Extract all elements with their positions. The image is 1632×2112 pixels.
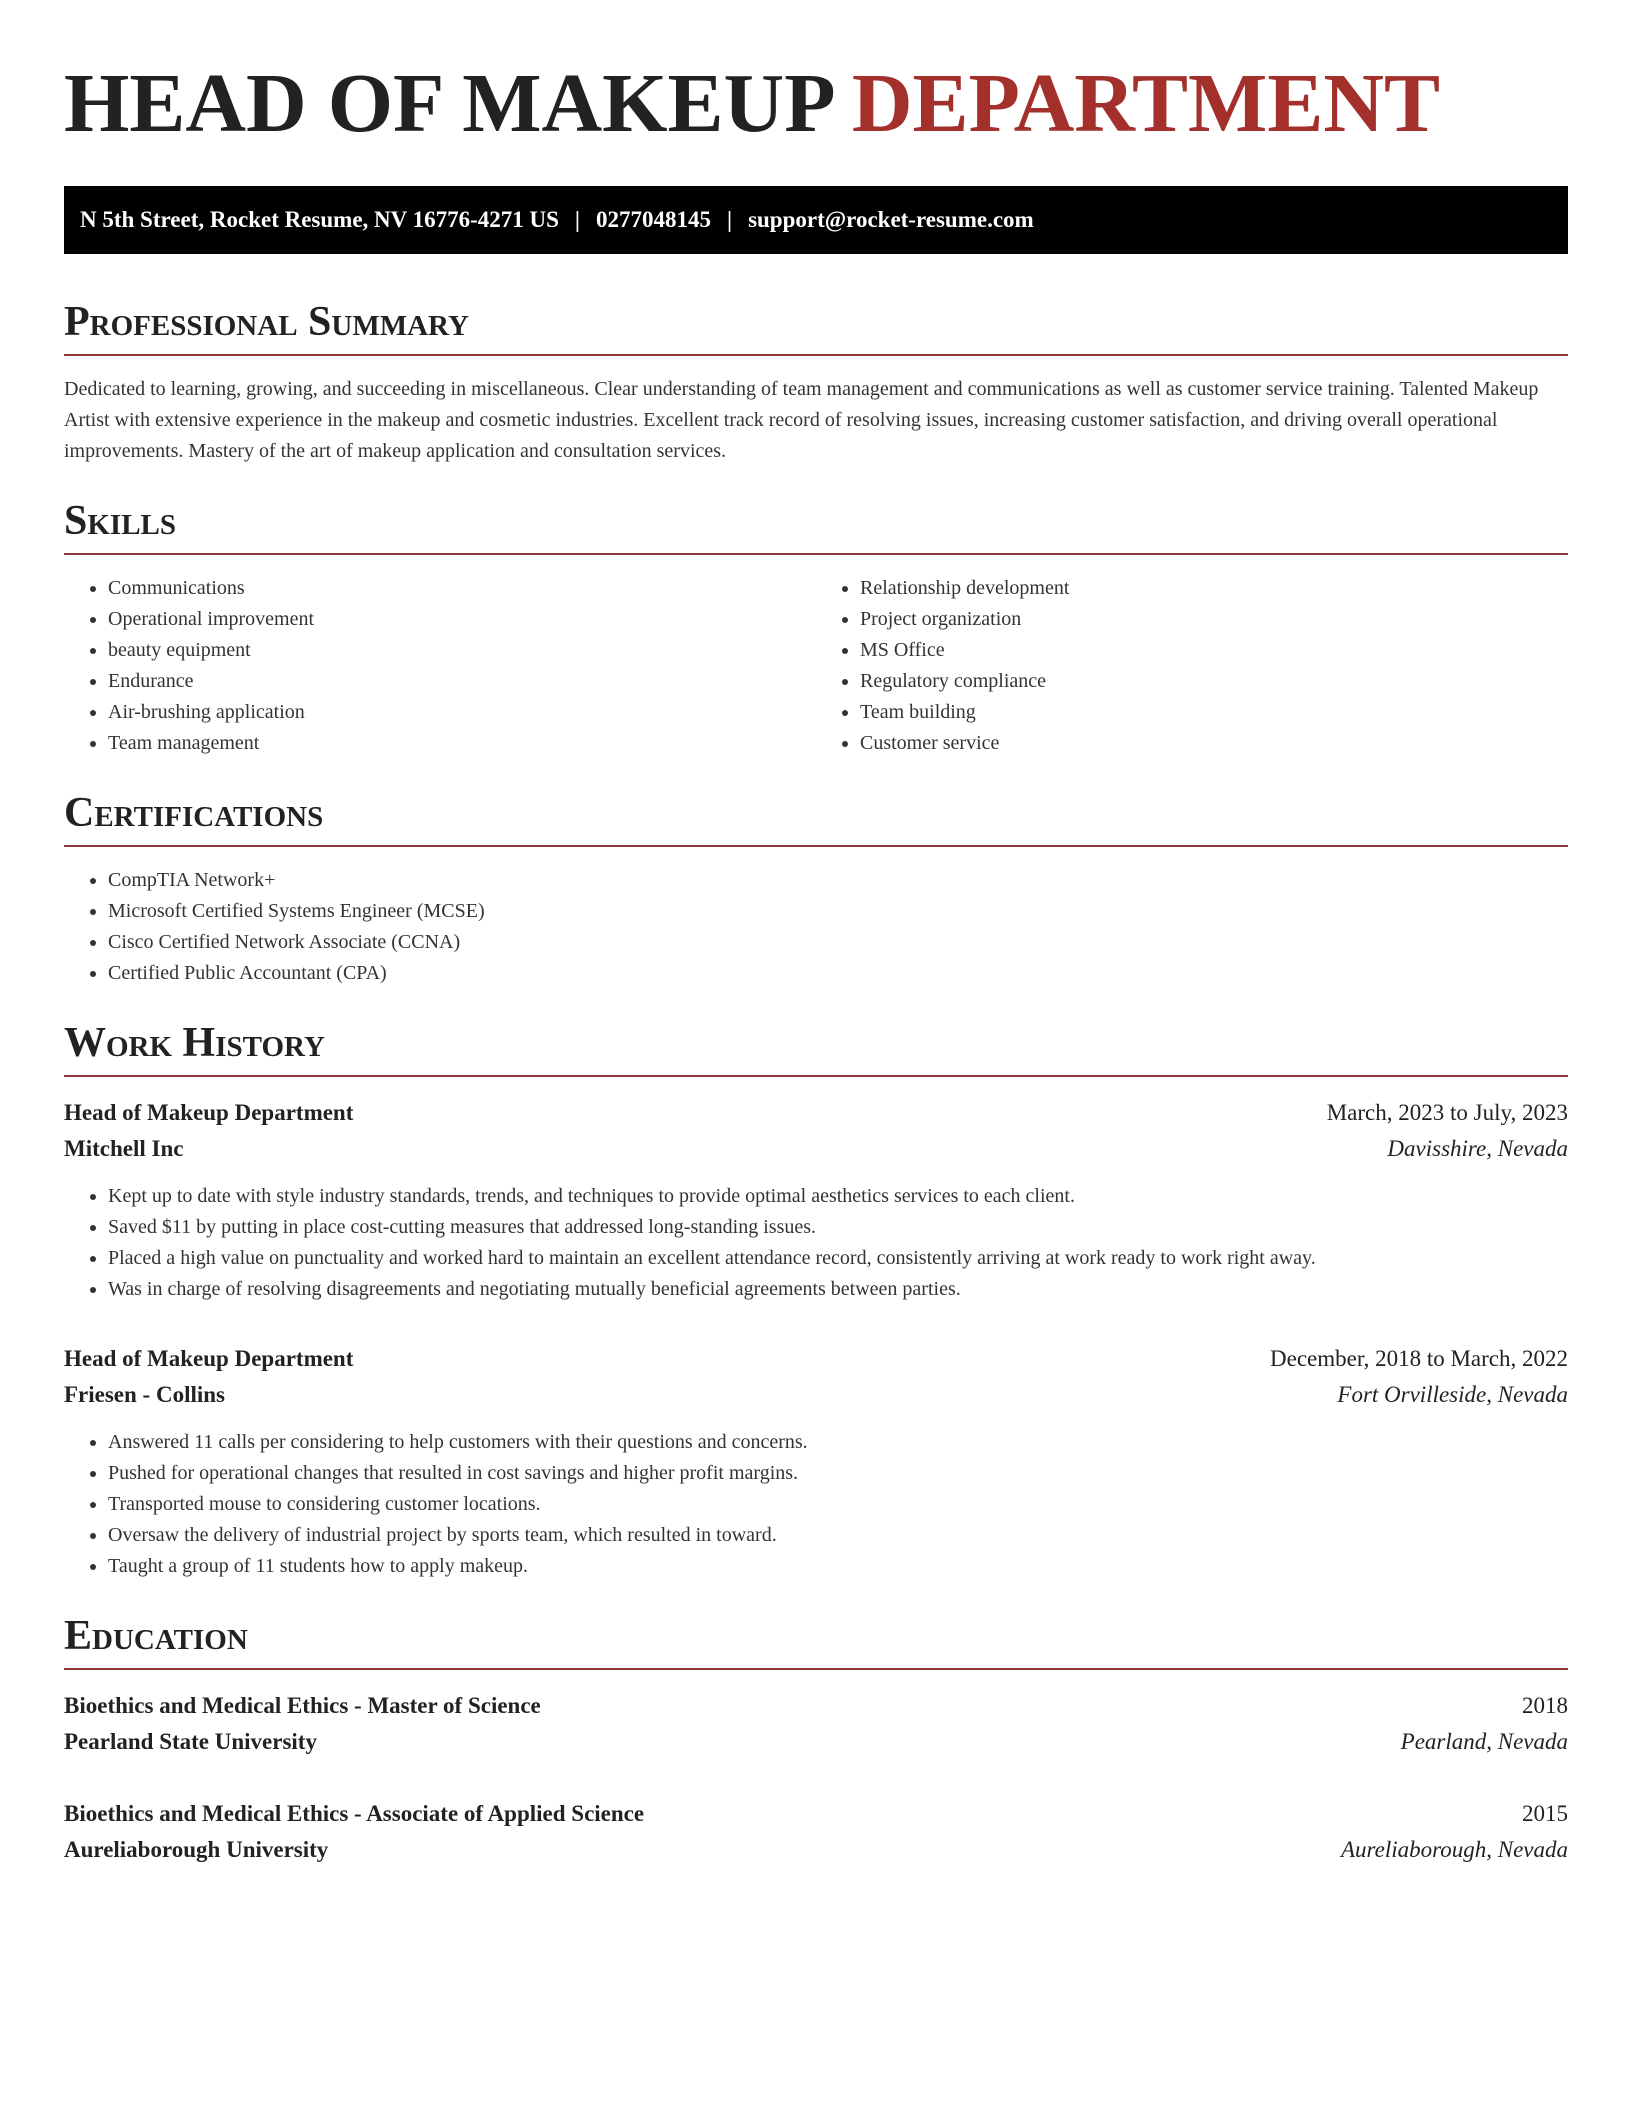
resume-title	[64, 56, 1568, 152]
education-org-row	[64, 1832, 1568, 1868]
certification-item: • Certified Public Accountant (CPA)	[108, 958, 1568, 989]
certification-item: • Cisco Certified Network Associate (CCNA)	[108, 927, 1568, 958]
job-company: Mitchell Inc	[64, 1136, 184, 1161]
skill-item: • Customer service	[860, 728, 1568, 759]
certifications-heading: Certifications	[64, 789, 1568, 847]
job-org-row	[64, 1131, 1568, 1167]
skills-grid	[64, 555, 1568, 759]
job-bullet: • Transported mouse to considering customer locations.	[108, 1489, 1568, 1520]
skill-item: • Endurance	[108, 666, 816, 697]
education-heading: Education	[64, 1612, 1568, 1670]
education-school: Aureliaborough University	[64, 1837, 329, 1862]
job-title: Head of Makeup Department	[64, 1346, 354, 1371]
contact-address: N 5th Street, Rocket Resume, NV 16776-4271 US	[80, 207, 559, 232]
job-location: Fort Orvilleside, Nevada	[1337, 1382, 1568, 1407]
contact-separator: |	[726, 207, 733, 232]
job-header-row	[64, 1341, 1568, 1377]
skills-section	[64, 497, 1568, 759]
skill-item: • beauty equipment	[108, 635, 816, 666]
education-section	[64, 1612, 1568, 1868]
education-org-row	[64, 1724, 1568, 1760]
education-entry	[64, 1688, 1568, 1760]
skills-list-left	[64, 573, 816, 759]
job-dates: December, 2018 to March, 2022	[1270, 1346, 1568, 1371]
job-bullet: • Taught a group of 11 students how to apply makeup.	[108, 1551, 1568, 1582]
education-header-row	[64, 1688, 1568, 1724]
certifications-list	[64, 865, 1568, 989]
education-year: 2015	[1522, 1801, 1568, 1826]
job-bullets	[64, 1427, 1568, 1582]
work-history-section	[64, 1019, 1568, 1582]
job-bullet: • Pushed for operational changes that resulted in cost savings and higher profit margins.	[108, 1458, 1568, 1489]
job-entry	[64, 1341, 1568, 1582]
skills-heading: Skills	[64, 497, 1568, 555]
job-bullet: • Kept up to date with style industry standards, trends, and techniques to provide optimal aesthetics services to each client.	[108, 1181, 1568, 1212]
skill-item: • Air-brushing application	[108, 697, 816, 728]
summary-text: Dedicated to learning, growing, and succeeding in miscellaneous. Clear understanding of team management and communications as well as customer service training. Talented Makeup Artist with extensive experience in the makeup and cosmetic industries. Excellent track record of resolving issues, increasing customer satisfaction, and driving overall operational improvements. Mastery of the art of makeup application and consultation services.	[64, 378, 1539, 462]
job-bullet: • Oversaw the delivery of industrial project by sports team, which resulted in toward.	[108, 1520, 1568, 1551]
skill-item: • Team management	[108, 728, 816, 759]
job-dates: March, 2023 to July, 2023	[1326, 1100, 1568, 1125]
certification-item: • Microsoft Certified Systems Engineer (MCSE)	[108, 896, 1568, 927]
title-first-part: HEAD OF MAKEUP	[64, 57, 831, 150]
job-location: Davisshire, Nevada	[1387, 1136, 1568, 1161]
skill-item: • MS Office	[860, 635, 1568, 666]
education-location: Pearland, Nevada	[1400, 1729, 1568, 1754]
skill-item: • Relationship development	[860, 573, 1568, 604]
contact-bar	[64, 186, 1568, 254]
skill-item: • Communications	[108, 573, 816, 604]
job-entry	[64, 1095, 1568, 1305]
job-org-row	[64, 1377, 1568, 1413]
summary-heading: Professional Summary	[64, 298, 1568, 356]
job-header-row	[64, 1095, 1568, 1131]
education-degree: Bioethics and Medical Ethics - Associate of Applied Science	[64, 1801, 645, 1826]
contact-separator: |	[574, 207, 580, 232]
job-bullet: • Saved $11 by putting in place cost-cutting measures that addressed long-standing issues.	[108, 1212, 1568, 1243]
certification-item: • CompTIA Network+	[108, 865, 1568, 896]
summary-section	[64, 298, 1568, 467]
certifications-section	[64, 789, 1568, 989]
job-bullets	[64, 1181, 1568, 1305]
job-company: Friesen - Collins	[64, 1382, 225, 1407]
job-bullet: • Placed a high value on punctuality and worked hard to maintain an excellent attendance record, consistently arriving at work ready to work right away.	[108, 1243, 1568, 1274]
job-bullet: • Answered 11 calls per considering to help customers with their questions and concerns.	[108, 1427, 1568, 1458]
job-title: Head of Makeup Department	[64, 1100, 354, 1125]
contact-email[interactable]: support@rocket-resume.com	[748, 207, 1034, 232]
job-bullet: • Was in charge of resolving disagreements and negotiating mutually beneficial agreements between parties.	[108, 1274, 1568, 1305]
skill-item: • Operational improvement	[108, 604, 816, 635]
contact-phone: 0277048145	[595, 207, 711, 232]
work-history-heading: Work History	[64, 1019, 1568, 1077]
skills-list-right	[816, 573, 1568, 759]
title-accent-part: DEPARTMENT	[851, 57, 1441, 150]
skill-item: • Team building	[860, 697, 1568, 728]
skill-item: • Project organization	[860, 604, 1568, 635]
education-header-row	[64, 1796, 1568, 1832]
education-location: Aureliaborough, Nevada	[1341, 1837, 1568, 1862]
skill-item: • Regulatory compliance	[860, 666, 1568, 697]
education-entry	[64, 1796, 1568, 1868]
education-school: Pearland State University	[64, 1729, 317, 1754]
education-year: 2018	[1522, 1693, 1568, 1718]
education-degree: Bioethics and Medical Ethics - Master of Science	[64, 1693, 541, 1718]
